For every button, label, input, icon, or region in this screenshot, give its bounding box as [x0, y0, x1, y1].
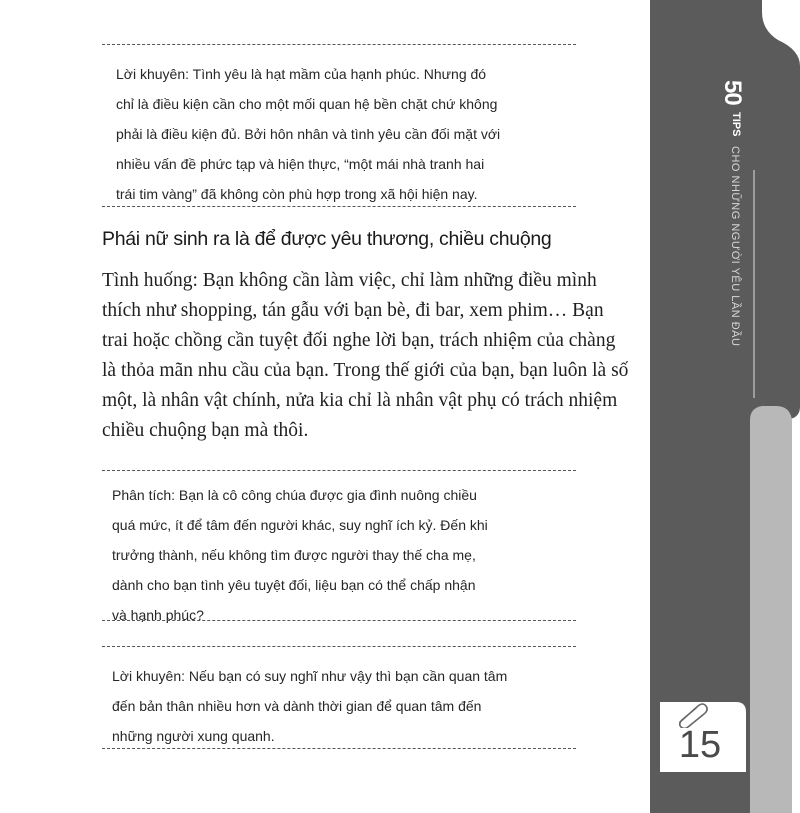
- text-line: quá mức, ít để tâm đến người khác, suy nghĩ ích kỷ. Đến khi: [112, 517, 488, 533]
- dashed-rule-bottom: [102, 748, 576, 749]
- analysis-text: [112, 480, 576, 630]
- paragraph-line: chiều chuộng bạn mà thôi.: [102, 420, 309, 441]
- dashed-rule-bottom: [102, 206, 576, 207]
- brand-tips-label: TIPS: [730, 112, 742, 137]
- dashed-rule-top: [102, 44, 576, 45]
- brand-number: 50: [719, 80, 746, 105]
- text-line: trưởng thành, nếu không tìm được người thay thế cha mẹ,: [112, 547, 476, 563]
- text-line: dành cho bạn tình yêu tuyệt đối, liệu bạn có thể chấp nhận: [112, 577, 476, 593]
- text-line: nhiều vấn đề phức tạp và hiện thực, “một mái nhà tranh hai: [116, 156, 485, 172]
- advice-box-top: [102, 44, 576, 208]
- text-line: đến bản thân nhiều hơn và dành thời gian để quan tâm đến: [112, 698, 482, 714]
- sidebar-tabs: [650, 0, 800, 813]
- analysis-box: [102, 470, 576, 623]
- text-line: trái tim vàng” đã không còn phù hợp trong xã hội hiện nay.: [116, 186, 478, 202]
- advice-text-bottom: [112, 661, 576, 751]
- text-line: Lời khuyên: Tình yêu là hạt mầm của hạnh phúc. Nhưng đó: [116, 66, 487, 82]
- dashed-rule-bottom: [102, 620, 576, 621]
- text-line: Lời khuyên: Nếu bạn có suy nghĩ như vậy thì bạn cần quan tâm: [112, 668, 508, 684]
- paragraph-line: thích như shopping, tán gẫu với bạn bè, đi bar, xem phim… Bạn: [102, 300, 604, 321]
- advice-box-bottom: [102, 646, 576, 750]
- light-tab: [750, 406, 792, 813]
- dashed-rule-top: [102, 470, 576, 471]
- text-line: chỉ là điều kiện cần cho một mối quan hệ bền chặt chứ không: [116, 96, 498, 112]
- text-line: phải là điều kiện đủ. Bởi hôn nhân và tình yêu cần đối mặt với: [116, 126, 501, 142]
- paragraph-line: trai hoặc chồng cần tuyệt đối nghe lời bạn, trách nhiệm của chàng: [102, 330, 616, 351]
- paragraph-line: Tình huống: Bạn không cần làm việc, chỉ làm những điều mình: [102, 270, 597, 291]
- brand-subtitle: CHO NHỮNG NGƯỜI YÊU LẦN ĐẦU: [729, 146, 741, 347]
- text-line: những người xung quanh.: [112, 728, 275, 744]
- paragraph-line: một, là nhân vật chính, nửa kia chỉ là nhân vật phụ có trách nhiệm: [102, 390, 618, 411]
- text-line: và hạnh phúc?: [112, 607, 204, 623]
- paragraph-line: là thỏa mãn nhu cầu của bạn. Trong thế giới của bạn, bạn luôn là số: [102, 360, 629, 381]
- page-number: 15: [678, 724, 722, 766]
- advice-text-top: [116, 59, 576, 209]
- situation-paragraph: [102, 266, 632, 446]
- text-line: Phân tích: Bạn là cô công chúa được gia đình nuông chiều: [112, 487, 477, 503]
- section-heading: Phái nữ sinh ra là để được yêu thương, chiều chuộng: [102, 228, 552, 250]
- dashed-rule-top: [102, 646, 576, 647]
